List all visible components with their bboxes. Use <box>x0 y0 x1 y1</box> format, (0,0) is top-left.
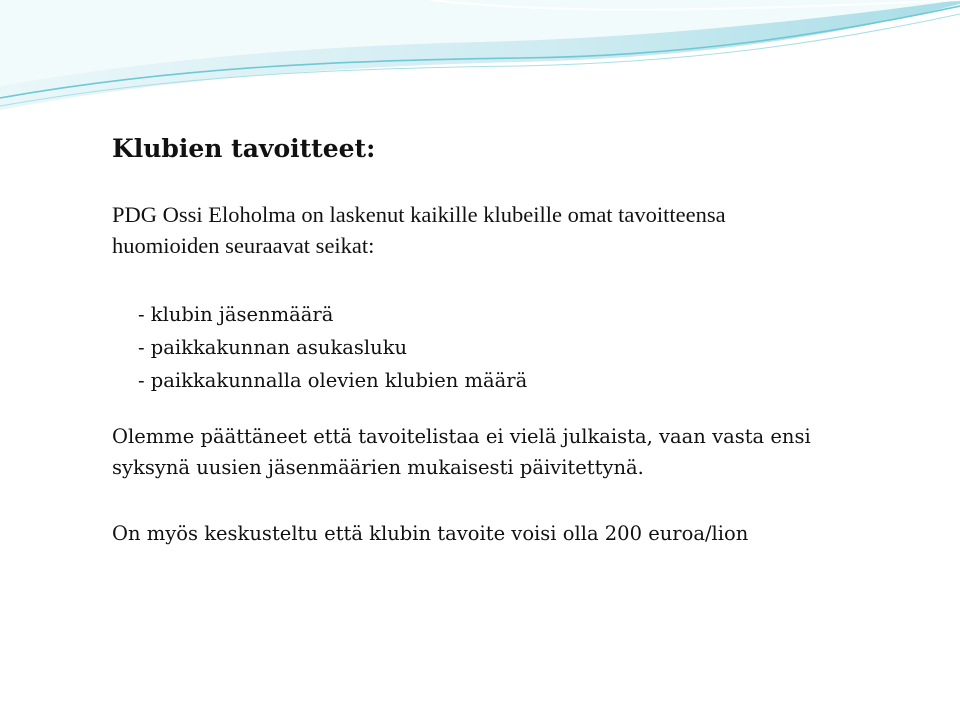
intro-paragraph <box>112 199 726 261</box>
goal-paragraph: On myös keskusteltu että klubin tavoite voisi olla 200 euroa/lion <box>112 522 749 545</box>
factor-item: - paikkakunnan asukasluku <box>138 336 408 359</box>
intro-line-2: huomioiden seuraavat seikat: <box>112 233 375 258</box>
decision-line-1: Olemme päättäneet että tavoitelistaa ei vielä julkaista, vaan vasta ensi <box>112 425 811 448</box>
factor-list <box>138 298 527 397</box>
factor-item: - paikkakunnalla olevien klubien määrä <box>138 369 528 392</box>
slide-title: Klubien tavoitteet: <box>112 134 376 163</box>
decision-line-2: syksynä uusien jäsenmäärien mukaisesti päivitettynä. <box>112 456 644 479</box>
factor-item: - klubin jäsenmäärä <box>138 303 334 326</box>
decision-paragraph <box>112 421 811 483</box>
header-wave-decoration <box>0 0 960 120</box>
intro-line-1: PDG Ossi Eloholma on laskenut kaikille klubeille omat tavoitteensa <box>112 202 726 227</box>
